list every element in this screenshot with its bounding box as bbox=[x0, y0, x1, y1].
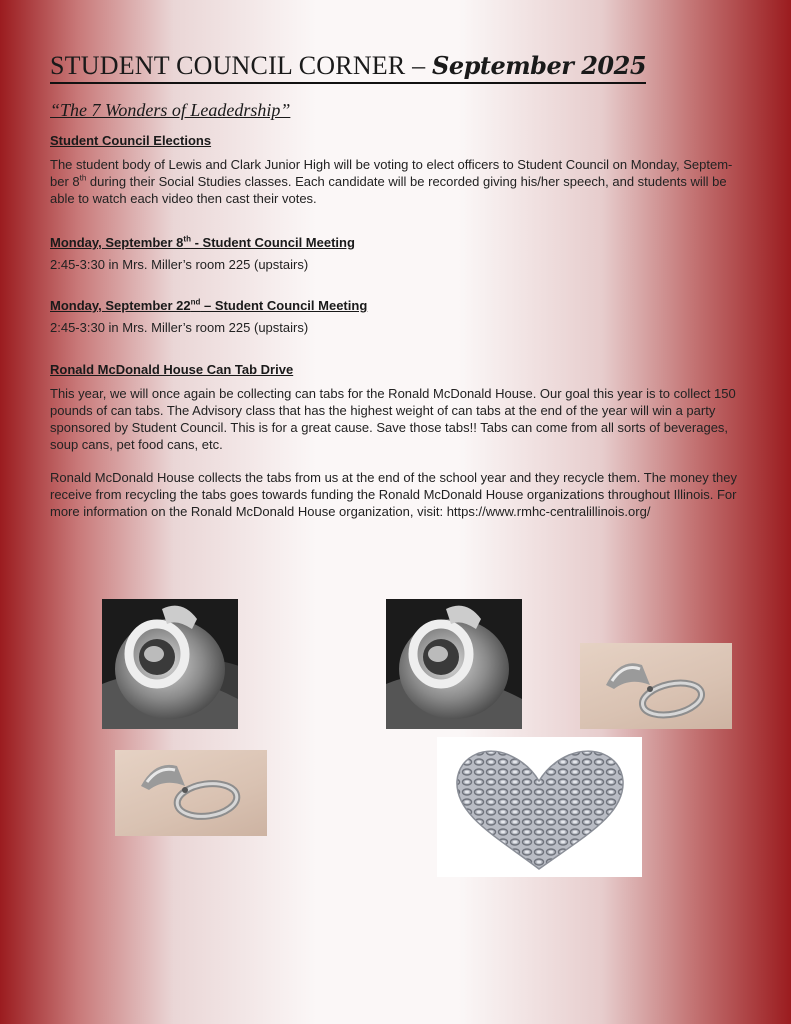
elections-section bbox=[50, 133, 740, 207]
meeting-2-section bbox=[50, 298, 740, 336]
meeting-1-section bbox=[50, 235, 740, 273]
can-tab-section bbox=[50, 362, 740, 520]
title-main: STUDENT COUNCIL CORNER bbox=[50, 51, 406, 80]
title-dash: – bbox=[405, 51, 433, 80]
meeting-2-text: 2:45-3:30 in Mrs. Miller’s room 225 (upstairs) bbox=[50, 320, 309, 335]
subtitle: “The 7 Wonders of Leadedrship” bbox=[50, 100, 291, 120]
can-tab-heart-photo bbox=[437, 737, 642, 877]
pull-tab-photo bbox=[580, 643, 732, 729]
can-tab-para-1: This year, we will once again be collecting can tabs for the Ronald McDonald House. Our goal this year is to collect 150 pounds of can tabs. The Advisory class that has the highest weight of can tabs at the end of the year will win a party sponsored by Student Council. This is for a great cause. Save those tabs!! Tabs can come from all sorts of beverages, soup cans, pet food cans, etc. bbox=[50, 386, 736, 452]
meeting-1-text: 2:45-3:30 in Mrs. Miller’s room 225 (upstairs) bbox=[50, 257, 309, 272]
elections-text: The student body of Lewis and Clark Junior High will be voting to elect officers to Student Council on Monday, Septem-ber 8th during their Social Studies classes. Each candidate will be recorded giving his/her speech, and students will be able to watch each video then cast their votes. bbox=[50, 157, 733, 206]
page-title bbox=[50, 50, 646, 84]
meeting-2-heading: Monday, September 22nd – Student Council Meeting bbox=[50, 297, 368, 313]
can-tab-para-2: Ronald McDonald House collects the tabs from us at the end of the school year and they recycle them. The money they receive from recycling the tabs goes towards funding the Ronald McDonald House organizations throughout Illinois. For more information on the Ronald McDonald House organization, visit: https://www.rmhc-centralillinois.org/ bbox=[50, 470, 737, 519]
elections-heading: Student Council Elections bbox=[50, 133, 212, 148]
newsletter-page bbox=[50, 50, 740, 520]
title-date: September 2025 bbox=[432, 51, 647, 80]
meeting-1-heading: Monday, September 8th - Student Council Meeting bbox=[50, 234, 355, 250]
can-tab-heading: Ronald McDonald House Can Tab Drive bbox=[50, 362, 294, 377]
pull-tab-photo-2 bbox=[115, 750, 267, 836]
can-opening-photo-2 bbox=[386, 599, 522, 729]
can-opening-photo bbox=[102, 599, 238, 729]
